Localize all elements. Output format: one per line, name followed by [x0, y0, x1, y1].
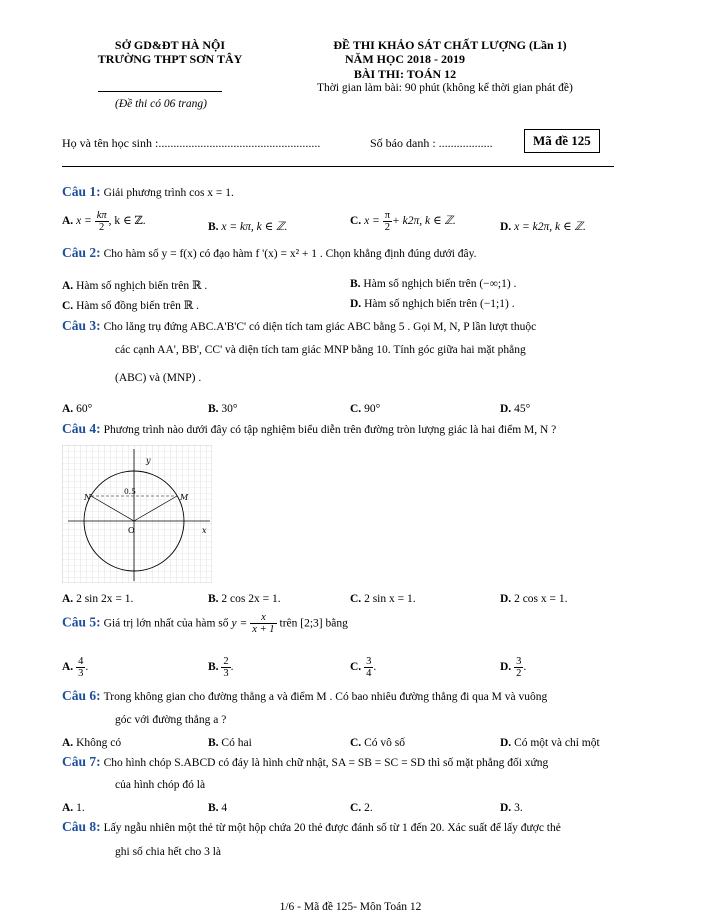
student-name-field: Họ và tên học sinh :......................................................: [62, 136, 321, 150]
dept-name: SỞ GD&ĐT HÀ NỘI: [114, 38, 226, 52]
q3-option-b[interactable]: B. 30°: [208, 403, 238, 415]
school-name: TRƯỜNG THPT SƠN TÂY: [97, 52, 243, 66]
question-4: [62, 421, 556, 437]
header-rule: [98, 91, 222, 92]
q8-text-line1: Lấy ngẫu nhiên một thẻ từ một hộp chứa 20 thẻ được đánh số từ 1 đến 20. Xác suất để lấy được thẻ: [103, 822, 561, 834]
q4-option-b[interactable]: B. 2 cos 2x = 1.: [208, 593, 281, 605]
q2-option-a[interactable]: A. Hàm số nghịch biến trên ℝ .: [62, 280, 208, 292]
q6-option-a[interactable]: A. Không có: [62, 737, 122, 749]
question-2: [62, 245, 477, 261]
q2-option-b[interactable]: B. Hàm số nghịch biến trên (−∞;1) .: [350, 278, 517, 290]
q3-option-d[interactable]: D. 45°: [500, 403, 531, 415]
point-m-label: M: [180, 493, 189, 502]
question-3: [62, 318, 536, 334]
point-n-label: N: [84, 493, 91, 502]
q1-option-d[interactable]: D. x = k2π, k ∈ ℤ.: [500, 221, 586, 233]
q6-number: Câu 6:: [62, 688, 101, 703]
question-5: Câu 5: Giá trị lớn nhất của hàm số y = $\frac{x}{x + 1}$ trên [2;3] bằng: [62, 612, 348, 635]
q2-option-d[interactable]: D. Hàm số nghịch biến trên (−1;1) .: [350, 298, 515, 310]
q3-option-a[interactable]: A. 60°: [62, 403, 93, 415]
q6-text-line1: Trong không gian cho đường thẳng a và điểm M . Có bao nhiêu đường thẳng đi qua M và vuông: [103, 691, 548, 703]
x-axis-label: x: [202, 526, 207, 535]
q3-option-c[interactable]: C. 90°: [350, 403, 381, 415]
q5-text: Giá trị lớn nhất của hàm số: [103, 617, 229, 630]
q7-option-b[interactable]: B. 4: [208, 802, 228, 814]
q5-option-c[interactable]: C. $\frac{3}{4}$ .: [350, 656, 377, 679]
q4-text: Phương trình nào dưới đây có tập nghiệm biểu diễn trên đường tròn lượng giác là hai điểm M, N ?: [103, 424, 557, 436]
q1-option-a[interactable]: A. x = $\frac{k\pi}{2}$ , k ∈ ℤ.: [62, 210, 146, 233]
q5-option-b[interactable]: B. $\frac{2}{3}$ .: [208, 656, 234, 679]
q5-range: trên [2;3] bằng: [279, 617, 348, 630]
q1-option-b[interactable]: B. x = kπ, k ∈ ℤ.: [208, 221, 288, 233]
q4-option-d[interactable]: D. 2 cos x = 1.: [500, 593, 568, 605]
q7-option-d[interactable]: D. 3.: [500, 802, 523, 814]
exam-subject: BÀI THI: TOÁN 12: [353, 67, 457, 81]
question-8: [62, 819, 561, 835]
q6-option-b[interactable]: B. Có hai: [208, 737, 252, 749]
exam-title: ĐỀ THI KHẢO SÁT CHẤT LƯỢNG (Lần 1): [333, 38, 567, 52]
q7-text-line2: của hình chóp đó là: [115, 779, 206, 791]
q4-number: Câu 4:: [62, 421, 101, 436]
q2-number: Câu 2:: [62, 245, 101, 260]
q5-number: Câu 5:: [62, 614, 101, 630]
q7-option-a[interactable]: A. 1.: [62, 802, 85, 814]
q4-option-a[interactable]: A. 2 sin 2x = 1.: [62, 593, 134, 605]
q2-option-c[interactable]: C. Hàm số đồng biến trên ℝ .: [62, 300, 200, 312]
q6-option-c[interactable]: C. Có vô số: [350, 737, 405, 749]
q8-number: Câu 8:: [62, 819, 101, 834]
school-year: NĂM HỌC 2018 - 2019: [345, 52, 465, 66]
q1-number: Câu 1:: [62, 184, 101, 199]
q6-text-line2: góc với đường thẳng a ?: [115, 714, 227, 726]
q7-number: Câu 7:: [62, 754, 101, 769]
q3-text-line2: các cạnh AA', BB', CC' và diện tích tam giác MNP bằng 10. Tính góc giữa hai mặt phẳng: [115, 344, 526, 356]
q5-option-a[interactable]: A. $\frac{4}{3}$ .: [62, 656, 89, 679]
q1-text: Giải phương trình cos x = 1.: [103, 187, 234, 199]
q3-number: Câu 3:: [62, 318, 101, 333]
q4-option-c[interactable]: C. 2 sin x = 1.: [350, 593, 416, 605]
origin-label: O: [128, 526, 135, 535]
q7-text-line1: Cho hình chóp S.ABCD có đáy là hình chữ nhật, SA = SB = SC = SD thì số mặt phẳng đối xứng: [103, 757, 549, 769]
q3-text-line3: (ABC) và (MNP) .: [115, 372, 202, 384]
exam-code-box: Mã đề 125: [524, 129, 600, 153]
question-1: [62, 184, 234, 200]
exam-duration: Thời gian làm bài: 90 phút (không kể thời gian phát đề): [317, 82, 573, 94]
question-7: [62, 754, 548, 770]
q8-text-line2: ghi số chia hết cho 3 là: [115, 846, 222, 858]
page-count-note: (Đề thi có 06 trang): [115, 98, 207, 110]
y-axis-label: y: [146, 456, 151, 465]
q2-text: Cho hàm số y = f(x) có đạo hàm f '(x) = x² + 1 . Chọn khẳng định đúng dưới đây.: [103, 248, 477, 260]
value-label: 0.5: [124, 487, 136, 496]
student-id-field: Số báo danh : ..................: [370, 136, 493, 150]
header-divider: [62, 166, 614, 167]
question-6: [62, 688, 547, 704]
q6-option-d[interactable]: D. Có một và chỉ một: [500, 737, 600, 749]
page-footer: 1/6 - Mã đề 125- Môn Toán 12: [279, 901, 422, 913]
q5-option-d[interactable]: D. $\frac{3}{2}$ .: [500, 656, 527, 679]
q1-option-c[interactable]: C. x = $\frac{\pi}{2}$ + k2π, k ∈ ℤ.: [350, 210, 456, 233]
unit-circle-figure: [62, 445, 212, 583]
q3-text-line1: Cho lăng trụ đứng ABC.A'B'C' có diện tích tam giác ABC bằng 5 . Gọi M, N, P lần lượt thuộc: [103, 321, 537, 333]
q7-option-c[interactable]: C. 2.: [350, 802, 373, 814]
